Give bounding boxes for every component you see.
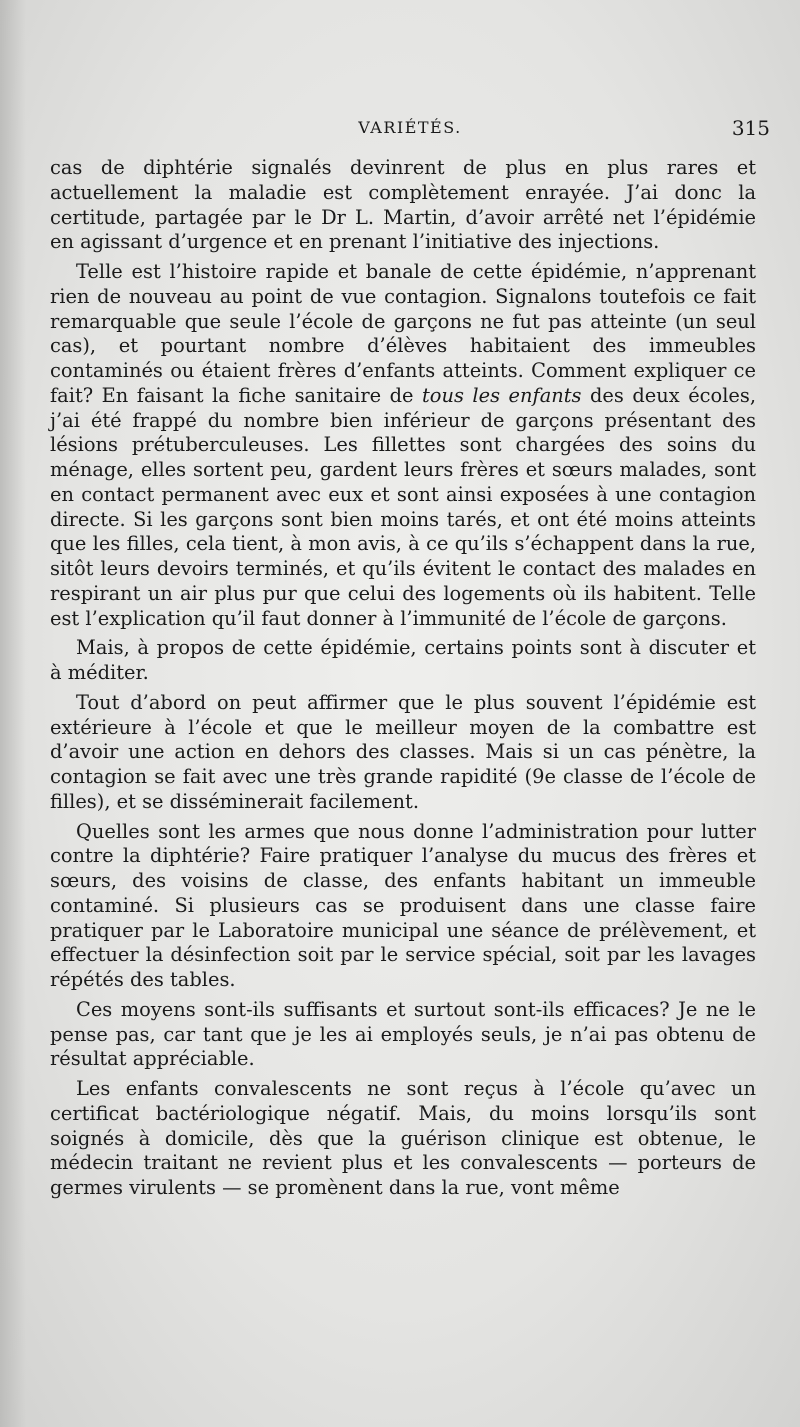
text-run: cas de diphtérie signalés devinrent de plus en plus rares et actuellement la maladie est complètement enrayée. J’ai donc la certitude, partagée par le Dr L. Martin, d’avoir arrêté net l’épidémie en agissant d’urgence et en prenant l’initiative des injections. [50, 156, 756, 254]
emphasis-text: tous les enfants [422, 383, 582, 407]
body-text [50, 156, 756, 1206]
running-head [50, 118, 770, 144]
paragraph [50, 998, 756, 1072]
paragraph [50, 156, 756, 255]
paragraph [50, 820, 756, 993]
text-run: des deux écoles, j’ai été frappé du nombre bien inférieur de garçons présentant des lésions prétuberculeuses. Les fillettes sont chargées des soins du ménage, elles sortent peu, gardent leurs frères et sœurs malades, sont en contact permanent avec eux et sont ainsi exposées à une contagion directe. Si les garçons sont bien moins tarés, et ont été moins atteints que les filles, cela tient, à mon avis, à ce qu’ils s’échappent dans la rue, sitôt leurs devoirs terminés, et qu’ils évitent le contact des malades en respirant un air plus pur que celui des logements où ils habitent. Telle est l’explication qu’il faut donner à l’immunité de l’école de garçons. [50, 383, 756, 630]
running-title: VARIÉTÉS. [358, 118, 462, 137]
paragraph [50, 691, 756, 815]
paragraph [50, 636, 756, 686]
text-run: Telle est l’histoire rapide et banale de cette épidémie, n’apprenant rien de nouveau au point de vue contagion. Signalons toutefois ce fait remarquable que seule l’école de garçons ne fut pas atteinte (un seul cas), et pourtant nombre d’élèves habitaient des immeubles contaminés ou étaient frères d’enfants atteints. Comment expliquer ce fait? En faisant la fiche sanitaire de [50, 260, 756, 407]
paragraph [50, 260, 756, 631]
text-run: Tout d’abord on peut affirmer que le plus souvent l’épidémie est extérieure à l’école et que le meilleur moyen de la combattre est d’avoir une action en dehors des classes. Mais si un cas pénètre, la contagion se fait avec une très grande rapidité (9e classe de l’école de filles), et se disséminerait facilement. [50, 690, 756, 813]
text-run: Ces moyens sont-ils suffisants et surtout sont-ils efficaces? Je ne le pense pas, car tant que je les ai employés seuls, je n’ai pas obtenu de résultat appréciable. [50, 997, 756, 1071]
text-run: Quelles sont les armes que nous donne l’administration pour lutter contre la diphtérie? Faire pratiquer l’analyse du mucus des frères et sœurs, des voisins de classe, des enfants habitant un immeuble contaminé. Si plusieurs cas se produisent dans une classe faire pratiquer par le Laboratoire municipal une séance de prélèvement, et effectuer la désinfection soit par le service spécial, soit par les lavages répétés des tables. [50, 819, 756, 991]
text-run: Mais, à propos de cette épidémie, certains points sont à discuter et à méditer. [50, 636, 756, 684]
paragraph [50, 1077, 756, 1201]
text-run: Les enfants convalescents ne sont reçus à l’école qu’avec un certificat bactériologique négatif. Mais, du moins lorsqu’ils sont soignés à domicile, dès que la guérison clinique est obtenue, le médecin traitant ne revient plus et les convalescents — porteurs de germes virulents — se promènent dans la rue, vont même [50, 1077, 756, 1199]
page-number: 315 [731, 116, 770, 140]
